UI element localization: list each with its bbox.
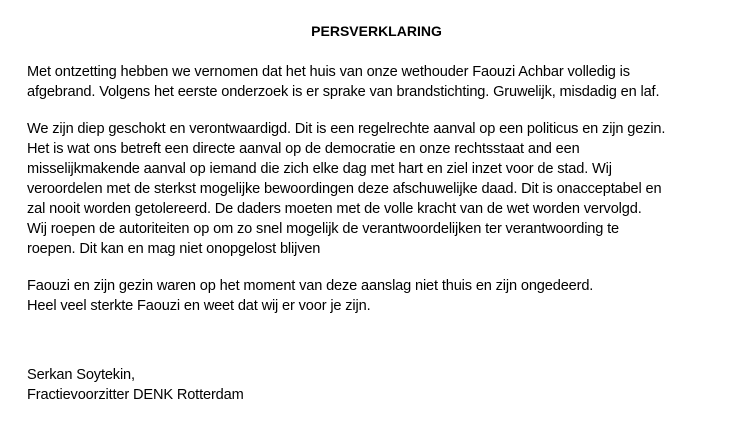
signature-role: Fractievoorzitter DENK Rotterdam — [27, 387, 244, 403]
text-line: afgebrand. Volgens het eerste onderzoek is er sprake van brandstichting. Gruwelijk, misdadig en laf. — [27, 84, 660, 100]
text-line: Wij roepen de autoriteiten op om zo snel mogelijk de verantwoordelijken ter verantwoording te — [27, 221, 620, 237]
text-line: misselijkmakende aanval op iemand die zich elke dag met hart en ziel inzet voor de stad. Wij — [27, 161, 612, 177]
text-line: zal nooit worden getolereerd. De daders moeten met de volle kracht van de wet worden vervolgd. — [27, 201, 642, 217]
text-line: We zijn diep geschokt en verontwaardigd. Dit is een regelrechte aanval op een politicus en zijn gezin. — [27, 121, 666, 137]
signature-name: Serkan Soytekin, — [27, 367, 135, 383]
signature-block — [27, 365, 722, 405]
text-line: roepen. Dit kan en mag niet onopgelost blijven — [27, 241, 321, 257]
text-line: Het is wat ons betreft een directe aanval op de democratie en onze rechtsstaat and een — [27, 141, 580, 157]
document-title: PERSVERKLARING — [311, 23, 442, 39]
paragraph-intro — [27, 62, 722, 102]
text-line: Faouzi en zijn gezin waren op het moment van deze aanslag niet thuis en zijn ongedeerd. — [27, 278, 594, 294]
paragraph-statement — [27, 119, 722, 259]
text-line: veroordelen met de sterkst mogelijke bewoordingen deze afschuwelijke daad. Dit is onacceptabel en — [27, 181, 662, 197]
text-line: Heel veel sterkte Faouzi en weet dat wij er voor je zijn. — [27, 298, 371, 314]
paragraph-support — [27, 276, 722, 316]
text-line: Met ontzetting hebben we vernomen dat het huis van onze wethouder Faouzi Achbar volledig is — [27, 64, 630, 80]
